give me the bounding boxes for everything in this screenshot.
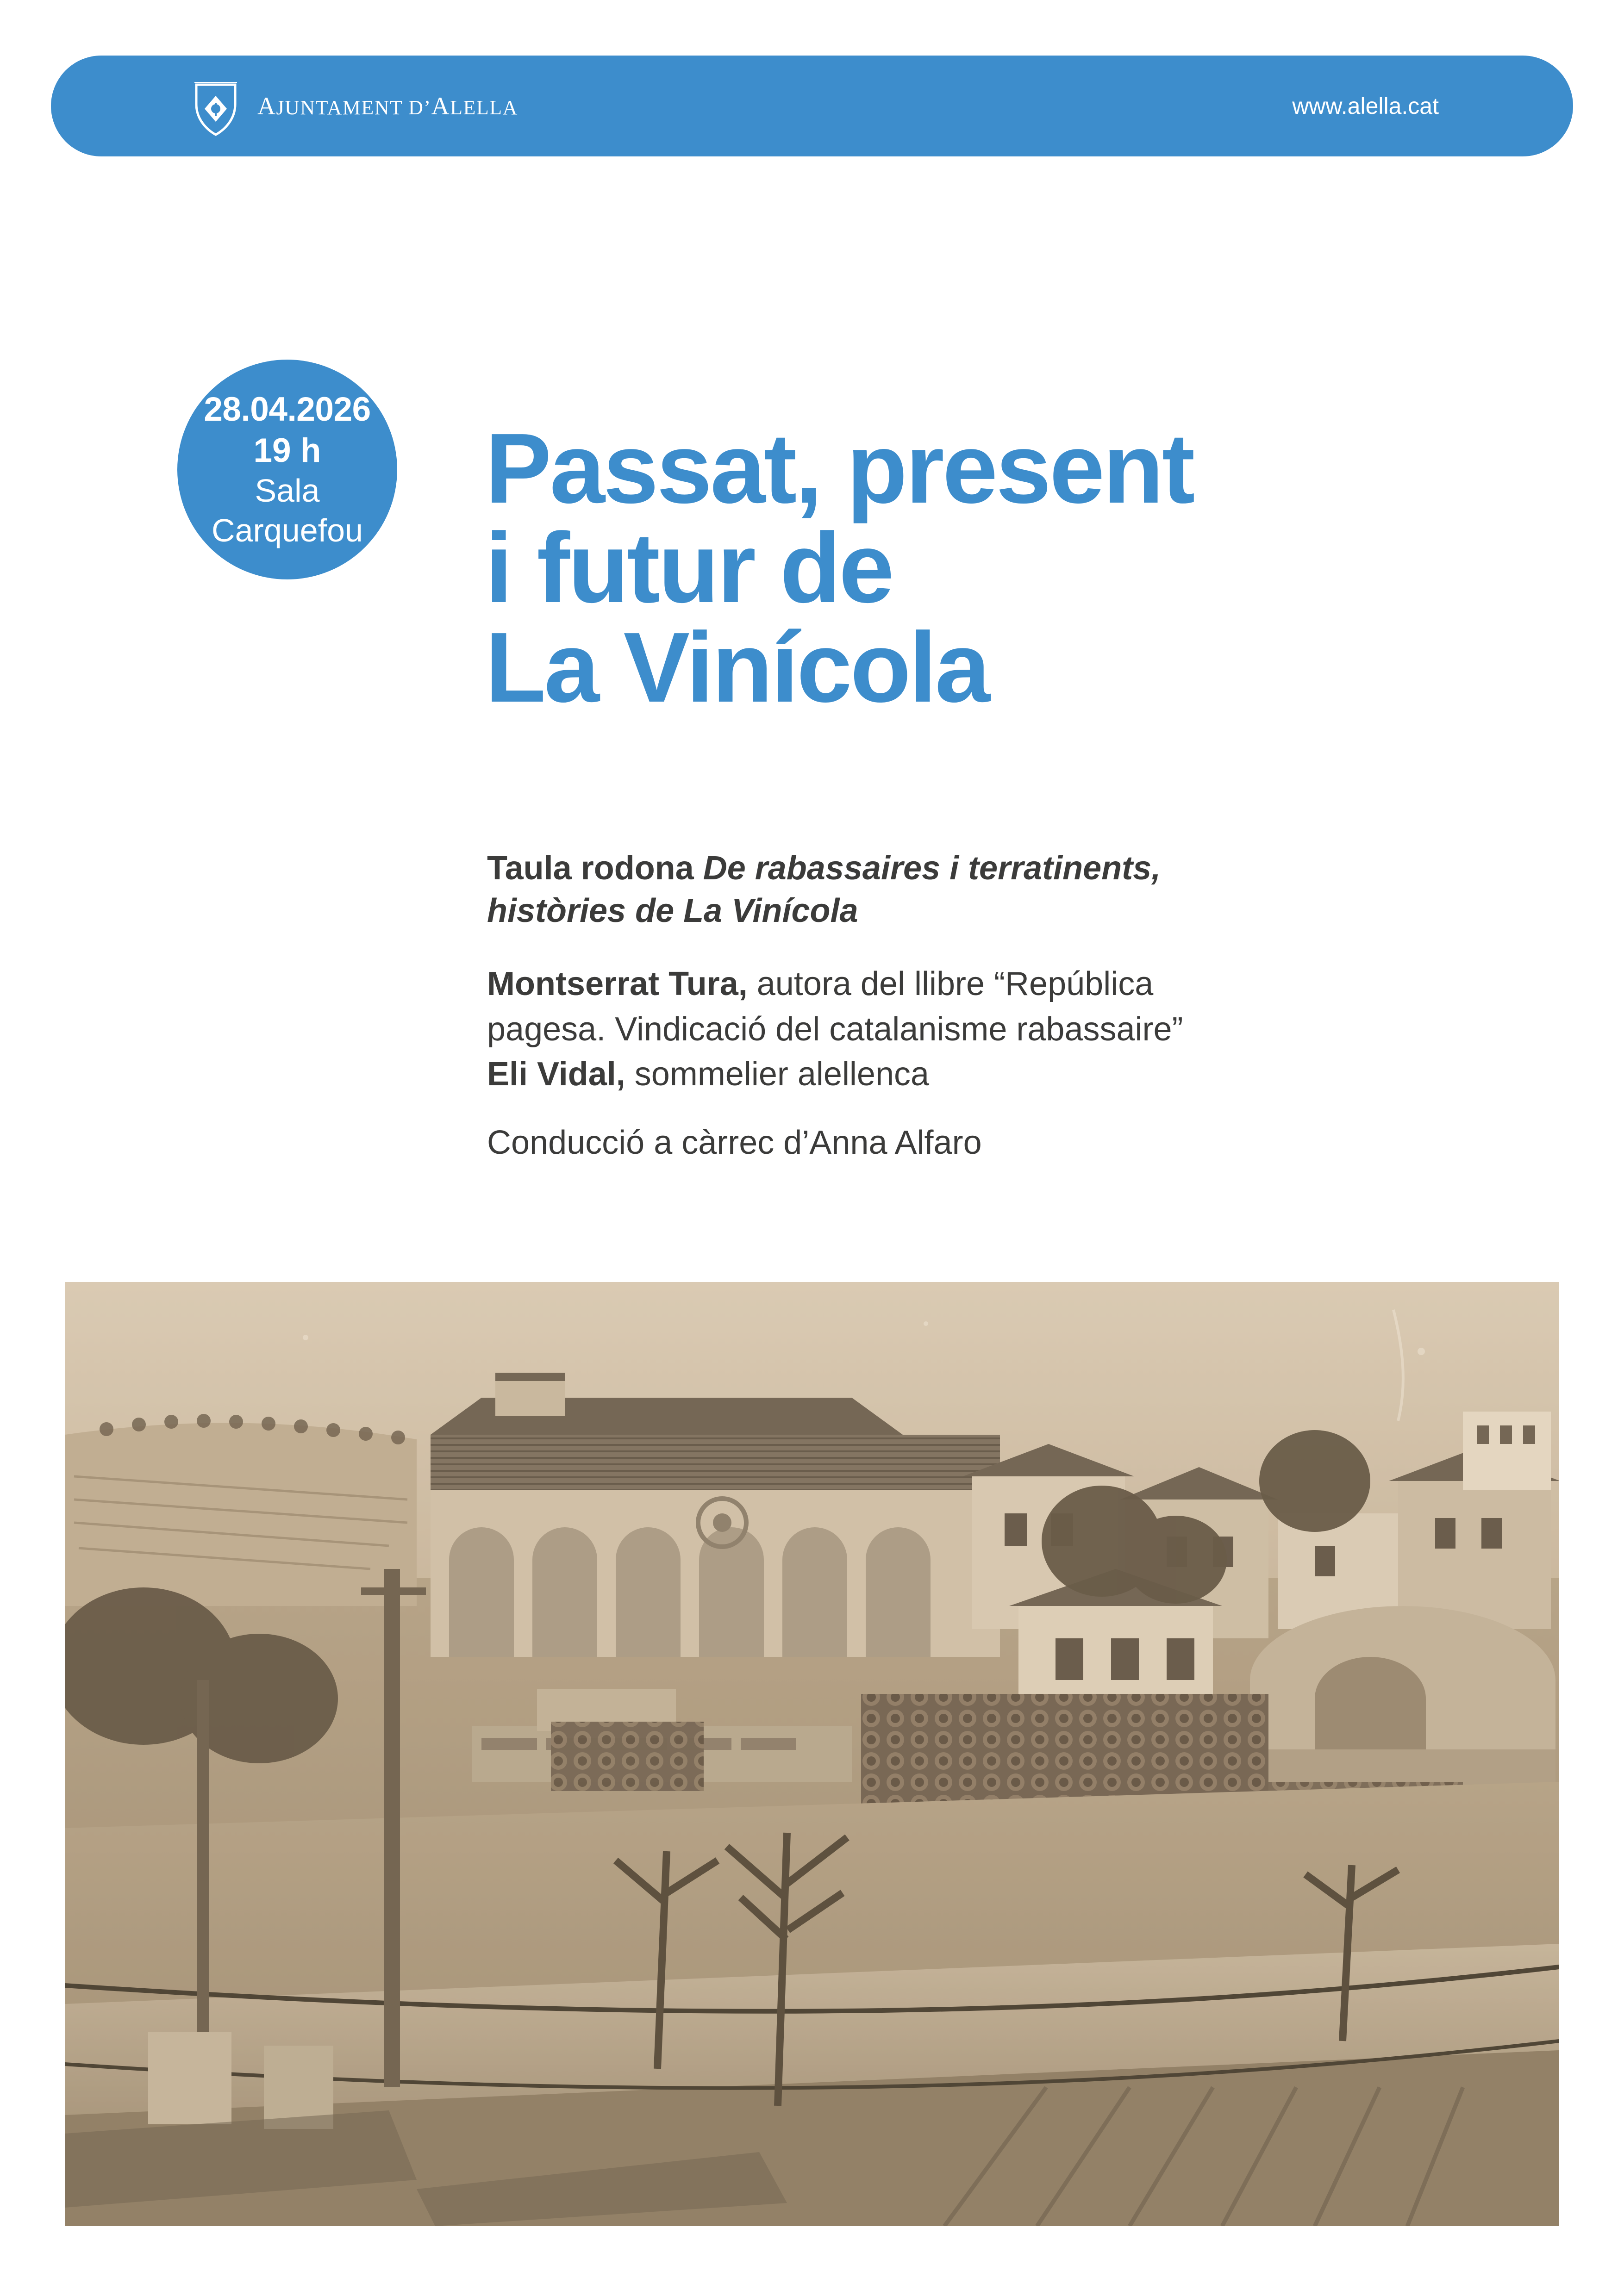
event-details	[487, 847, 1547, 1162]
alella-crest-shield-icon	[190, 75, 242, 137]
historic-photo-la-vinicola	[65, 1282, 1559, 2226]
speakers-list	[487, 962, 1547, 1097]
event-date-badge	[177, 360, 397, 579]
speaker-1-role-line-1: autora del llibre “República	[747, 965, 1154, 1003]
brand	[190, 75, 518, 137]
page-title	[485, 412, 1564, 723]
host-line: Conducció a càrrec d’Anna Alfaro	[487, 1124, 982, 1161]
event-date: 28.04.2026	[204, 391, 371, 429]
round-table-line	[487, 847, 1547, 932]
header-bar	[51, 56, 1573, 156]
event-venue: Sala Carquefou	[212, 473, 363, 548]
speaker-2-role: sommelier alellenca	[625, 1055, 930, 1093]
round-table-title-line-1: De rabassaires i terratinents,	[703, 850, 1161, 887]
title-line-1: Passat, present	[485, 412, 1193, 524]
speaker-2-name: Eli Vidal,	[487, 1055, 625, 1093]
speaker-1-name: Montserrat Tura,	[487, 965, 748, 1003]
brand-name: AJUNTAMENT D’ALELLA	[257, 92, 518, 120]
round-table-label: Taula rodona	[487, 850, 703, 887]
event-time: 19 h	[253, 432, 321, 470]
title-line-2: i futur de	[485, 512, 893, 624]
title-line-3: La Vinícola	[485, 611, 989, 723]
website-url[interactable]: www.alella.cat	[1292, 93, 1439, 119]
round-table-title-line-2: històries de La Vinícola	[487, 892, 858, 930]
speaker-1-role-line-2: pagesa. Vindicació del catalanisme rabassaire”	[487, 1010, 1183, 1048]
